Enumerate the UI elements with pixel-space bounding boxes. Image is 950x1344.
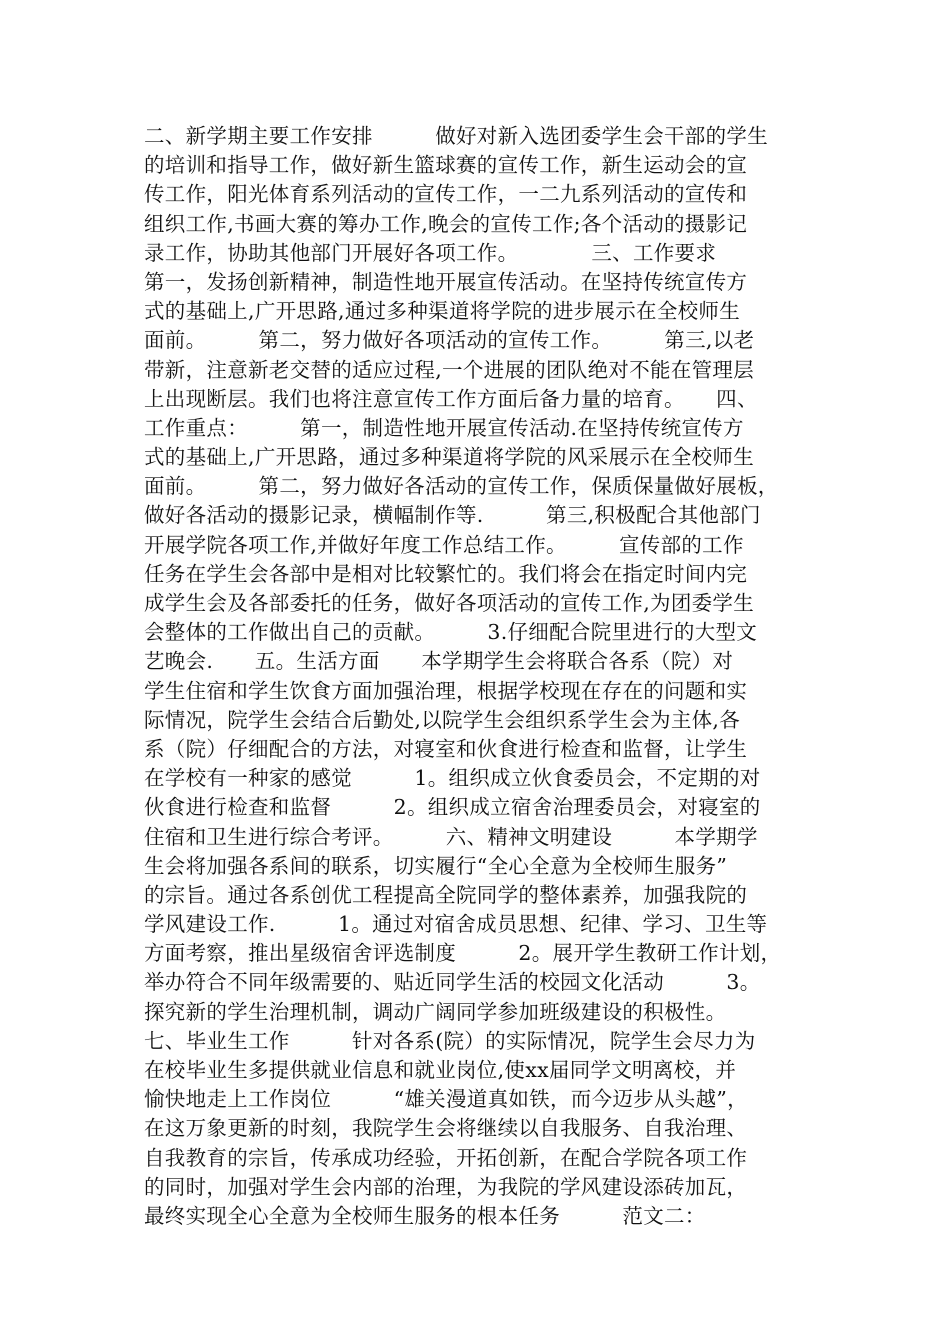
text-line: 的宗旨。通过各系创优工程提高全院同学的整体素养，加强我院的 <box>144 882 748 907</box>
text-line: 愉快地走上工作岗位 “雄关漫道真如铁，而今迈步从头越”， <box>144 1087 748 1112</box>
text-line: 伙食进行检查和监督 2。组织成立宿舍治理委员会，对寝室的 <box>144 795 761 820</box>
text-line: 组织工作,书画大赛的筹办工作,晚会的宣传工作;各个活动的摄影记 <box>144 211 748 236</box>
text-line: 系（院）仔细配合的方法，对寝室和伙食进行检查和监督，让学生 <box>144 736 748 761</box>
text-line: 会整体的工作做出自己的贡献。 3.仔细配合院里进行的大型文 <box>144 620 758 645</box>
text-line: 录工作，协助其他部门开展好各项工作。 三、工作要求 <box>144 240 717 265</box>
text-line: 艺晚会. 五。生活方面 本学期学生会将联合各系（院）对 <box>144 649 734 674</box>
text-line: 学风建设工作. 1。通过对宿舍成员思想、纪律、学习、卫生等 <box>144 912 768 937</box>
text-line: 任务在学生会各部中是相对比较繁忙的。我们将会在指定时间内完 <box>144 561 748 586</box>
text-line: 面前。 第二，努力做好各活动的宣传工作，保质保量做好展板， <box>144 474 779 499</box>
text-line: 在学校有一种家的感觉 1。组织成立伙食委员会，不定期的对 <box>144 766 761 791</box>
text-line: 式的基础上,广开思路，通过多种渠道将学院的风采展示在全校师生 <box>144 445 755 470</box>
text-line: 方面考察，推出星级宿舍评选制度 2。展开学生教研工作计划， <box>144 941 782 966</box>
text-line: 开展学院各项工作,并做好年度工作总结工作。 宣传部的工作 <box>144 532 744 557</box>
text-line: 探究新的学生治理机制，调动广阔同学参加班级建设的积极性。 <box>144 999 727 1024</box>
text-line: 自我教育的宗旨，传承成功经验，开拓创新，在配合学院各项工作 <box>144 1145 748 1170</box>
text-line: 七、毕业生工作 针对各系(院）的实际情况，院学生会尽力为 <box>144 1028 756 1053</box>
text-line: 的同时，加强对学生会内部的治理，为我院的学风建设添砖加瓦， <box>144 1174 748 1199</box>
text-line: 在校毕业生多提供就业信息和就业岗位,使xx届同学文明离校，并 <box>144 1058 737 1082</box>
text-line: 学生住宿和学生饮食方面加强治理，根据学校现在存在的问题和实 <box>144 678 748 703</box>
text-line: 举办符合不同年级需要的、贴近同学生活的校园文化活动 3。 <box>144 970 761 995</box>
text-line: 式的基础上,广开思路,通过多种渠道将学院的进步展示在全校师生 <box>144 299 741 324</box>
text-line: 住宿和卫生进行综合考评。 六、精神文明建设 本学期学 <box>144 824 758 849</box>
text-line: 在这万象更新的时刻，我院学生会将继续以自我服务、自我治理、 <box>144 1116 748 1141</box>
text-line: 上出现断层。我们也将注意宣传工作方面后备力量的培育。 四、 <box>144 386 758 411</box>
text-line: 成学生会及各部委托的任务，做好各项活动的宣传工作,为团委学生 <box>144 591 755 615</box>
text-line: 传工作，阳光体育系列活动的宣传工作，一二九系列活动的宣传和 <box>144 182 748 207</box>
text-line: 面前。 第二，努力做好各项活动的宣传工作。 第三,以老 <box>144 328 755 353</box>
text-line: 最终实现全心全意为全校师生服务的根本任务 范文二： <box>144 1203 706 1228</box>
text-line: 的培训和指导工作，做好新生篮球赛的宣传工作，新生运动会的宣 <box>144 153 748 178</box>
text-line: 带新，注意新老交替的适应过程,一个进展的团队绝对不能在管理层 <box>144 357 755 382</box>
text-line: 第一，发扬创新精神，制造性地开展宣传活动。在坚持传统宣传方 <box>144 269 748 294</box>
text-line: 生会将加强各系间的联系，切实履行“全心全意为全校师生服务” <box>144 853 728 878</box>
text-line: 工作重点： 第一，制造性地开展宣传活动.在坚持传统宣传方 <box>144 415 744 440</box>
text-line: 做好各活动的摄影记录，横幅制作等. 第三,积极配合其他部门 <box>144 503 761 528</box>
document-body <box>144 122 824 1231</box>
text-line: 二、新学期主要工作安排 做好对新入选团委学生会干部的学生 <box>144 124 768 148</box>
text-line: 际情况，院学生会结合后勤处,以院学生会组织系学生会为主体,各 <box>144 707 741 732</box>
